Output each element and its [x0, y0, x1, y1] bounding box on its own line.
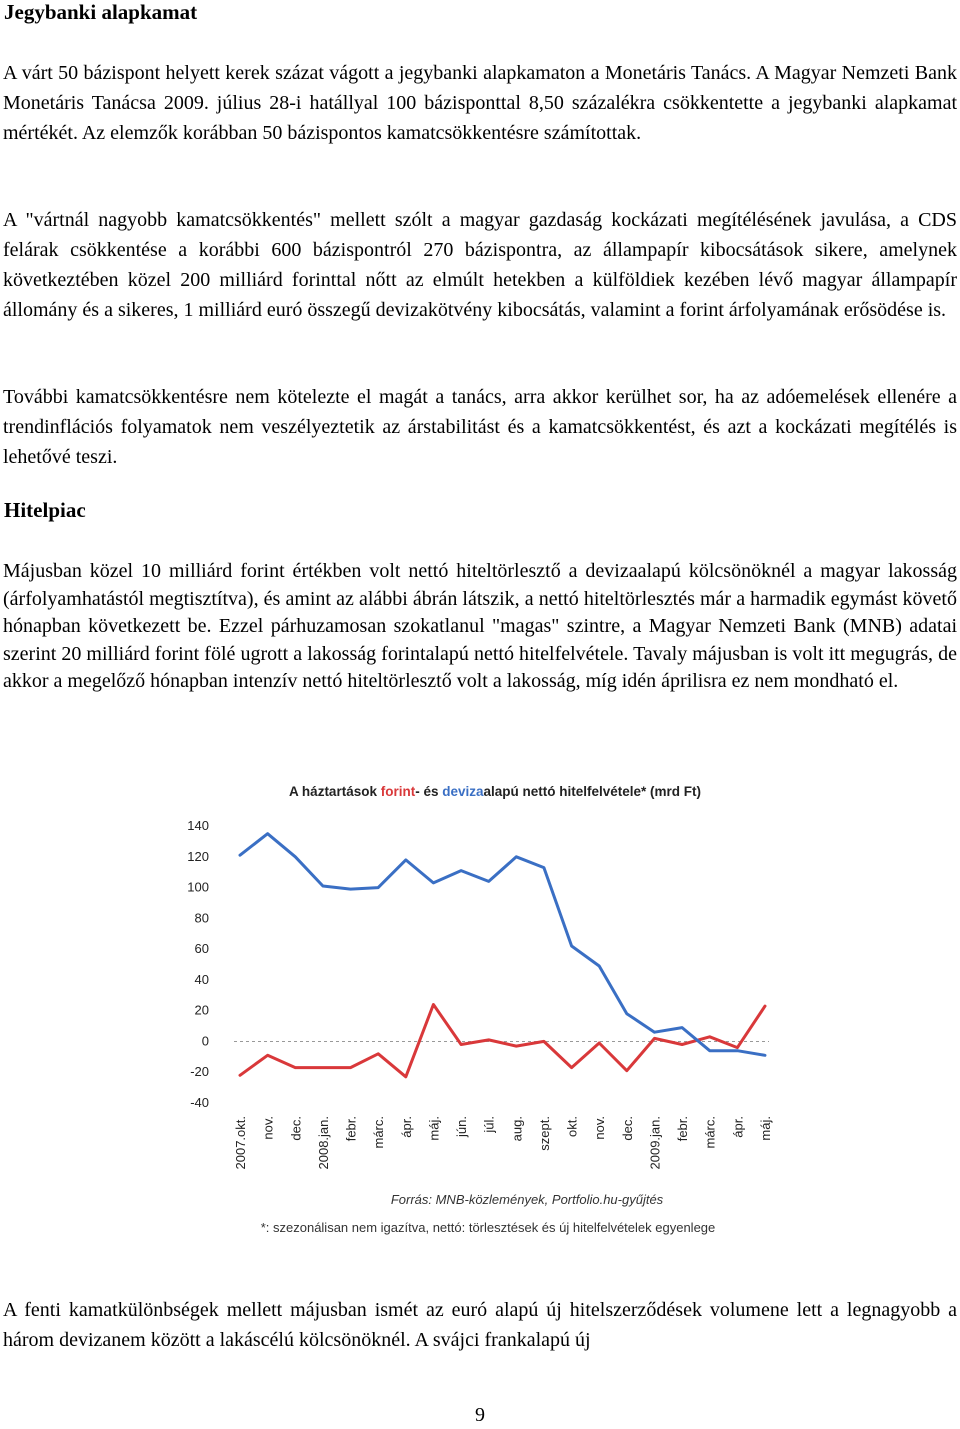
credit-chart [187, 770, 795, 1250]
x-tick-label: 2008.jan. [315, 1116, 331, 1170]
y-tick-label: 100 [187, 879, 209, 895]
series-line-deviza [240, 834, 765, 1056]
chart-source: Forrás: MNB-közlemények, Portfolio.hu-gyűjtés [390, 1192, 664, 1207]
paragraph-further-cuts: További kamatcsökkentésre nem kötelezte el magát a tanács, arra akkor kerülhet sor, ha az adóemelések ellenére a trendinflációs folyamatok nem veszélyeztetik az árstabilitást és a kamatcsökkentést, és azt a kockázati megítélés is lehetővé teszi. [3, 386, 957, 468]
paragraph-credit-market: Májusban közel 10 milliárd forint értékben volt nettó hiteltörlesztő a devizaalapú kölcsönöknél a magyar lakosság (árfolyamhatástól megtisztítva), és amint az alábbi ábrán látszik, a nettó hiteltörlesztés már a harmadik egymást követő hónapban következett be. Ezzel párhuzamosan szokatlanul "magas" szintre, a Magyar Nemzeti Bank (MNB) adatai szerint 20 milliárd forint fölé ugrott a lakosság forintalapú nettó hitelfelvétele. Tavaly májusban is volt itt megugrás, de akkor a megelőző hónapban intenzív nettó hiteltörlesztő volt a lakosság, míg idén áprilisra ez nem mondható el. [3, 560, 957, 692]
y-tick-label: 0 [201, 1033, 209, 1049]
x-tick-label: nov. [260, 1116, 276, 1140]
x-tick-label: ápr. [398, 1116, 414, 1138]
chart-series [240, 834, 765, 1077]
x-tick-label: febr. [343, 1116, 359, 1142]
y-tick-label: 40 [194, 971, 209, 987]
x-tick-label: szept. [536, 1116, 552, 1151]
x-tick-label: márc. [702, 1116, 718, 1149]
x-tick-label: febr. [675, 1116, 691, 1142]
x-tick-label: júl. [481, 1116, 497, 1133]
y-axis [187, 818, 209, 1110]
x-tick-label: márc. [371, 1116, 387, 1149]
paragraph-rate-cut-reasons: A "vártnál nagyobb kamatcsökkentés" mellett szólt a magyar gazdaság kockázati megítélésének javulása, a CDS felárak csökkentése a korábbi 600 bázispontról 270 bázispontra, az állampapír kibocsátások sikere, amelynek következtében közel 200 milliárd forinttal nőtt az elmúlt hetekben a külföldiek kezében lévő magyar állampapír állomány és a sikeres, 1 milliárd euró összegű devizakötvény kibocsátás, valamint a forint árfolyamának erősödése is. [3, 209, 957, 321]
y-tick-label: 120 [187, 848, 209, 864]
credit-chart-svg [187, 770, 795, 1250]
x-tick-label: dec. [288, 1116, 304, 1141]
y-tick-label: 60 [194, 941, 209, 957]
chart-title [289, 784, 701, 799]
series-line-forint [240, 1005, 765, 1077]
x-tick-label: ápr. [730, 1116, 746, 1138]
chart-footnote: *: szezonálisan nem igazítva, nettó: törlesztések és új hitelfelvételek egyenlege [260, 1220, 716, 1235]
x-tick-label: máj. [426, 1116, 442, 1141]
x-tick-label: aug. [509, 1116, 525, 1142]
chart-title-part-1: A háztartások [288, 784, 381, 799]
paragraph-interest-diff: A fenti kamatkülönbségek mellett májusban ismét az euró alapú új hitelszerződések volumene lett a legnagyobb a három devizanem között a lakáscélú kölcsönöknél. A svájci frankalapú új [3, 1299, 957, 1351]
section-heading-hitelpiac: Hitelpiac [4, 498, 86, 522]
y-tick-label: -40 [190, 1095, 209, 1110]
x-tick-label: okt. [564, 1116, 580, 1137]
y-tick-label: 20 [194, 1002, 209, 1018]
section-heading-jegybanki: Jegybanki alapkamat [4, 0, 198, 24]
x-tick-label: 2009.jan. [647, 1116, 663, 1170]
x-tick-label: máj. [758, 1116, 773, 1141]
x-tick-label: nov. [592, 1116, 608, 1140]
y-tick-label: 80 [194, 910, 209, 926]
chart-title-part-5: alapú nettó hitelfelvétele* (mrd Ft) [483, 784, 702, 799]
y-tick-label: 140 [187, 818, 209, 833]
paragraph-rate-cut: A várt 50 bázispont helyett kerek százat vágott a jegybanki alapkamaton a Monetáris Tanács. A Magyar Nemzeti Bank Monetáris Tanácsa 2009. július 28-i hatállyal 100 bázisponttal 8,50 százalékra csökkentette a jegybanki alapkamat mértékét. Az elemzők korábban 50 bázispontos kamatcsökkentésre számítottak. [3, 62, 957, 144]
x-tick-label: jún. [454, 1116, 470, 1137]
chart-title-part-3: - és [415, 784, 443, 799]
chart-title-part-2: forint [380, 784, 416, 799]
page-number: 9 [475, 1404, 485, 1426]
x-axis [233, 1116, 773, 1170]
x-tick-label: dec. [619, 1116, 635, 1141]
y-tick-label: -20 [190, 1064, 209, 1080]
chart-title-part-4: deviza [442, 784, 484, 799]
x-tick-label: 2007.okt. [233, 1116, 248, 1170]
